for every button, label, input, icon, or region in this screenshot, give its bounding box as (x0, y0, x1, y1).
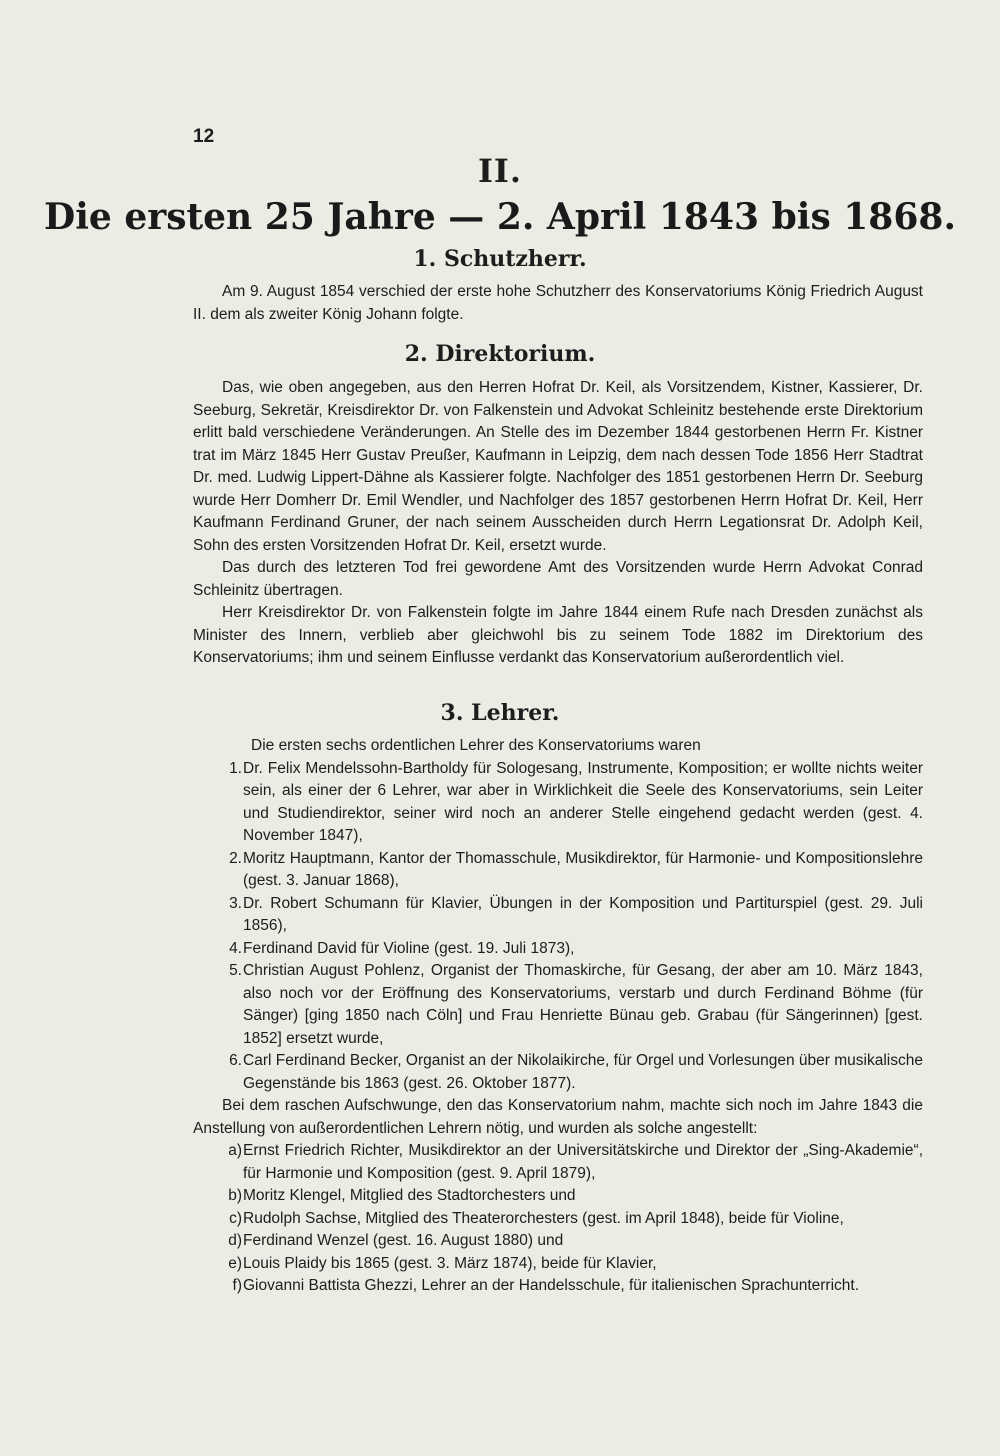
list-item (193, 893, 923, 938)
section-body-direktorium (193, 377, 923, 670)
list-item (193, 1050, 923, 1095)
list-item-text: Ferdinand Wenzel (gest. 16. August 1880) und (243, 1232, 564, 1249)
list-item (193, 848, 923, 893)
section-title-lehrer: 3. Lehrer. (440, 700, 560, 726)
list-item-text: Carl Ferdinand Becker, Organist an der Nikolaikirche, für Orgel und Vorlesungen über musikalische Gegenstände bis 1863 (gest. 26. Oktober 1877). (243, 1052, 923, 1092)
list-item-text: Louis Plaidy bis 1865 (gest. 3. März 1874), beide für Klavier, (243, 1254, 657, 1272)
list-item (193, 1275, 923, 1298)
paragraph: Das, wie oben angegeben, aus den Herren Hofrat Dr. Keil, als Vorsitzendem, Kistner, Kassierer, Dr. Seeburg, Sekretär, Kreisdirektor Dr. von Falkenstein und Advokat Schleinitz bestehende erste Direktorium erlitt bald verschiedene Veränderungen. An Stelle des im Dezember 1844 gestorbenen Herrn Fr. Kistner trat im März 1845 Herr Gustav Preußer, Kaufmann in Leipzig, dem nach dessen Tode 1856 Herr Stadtrat Dr. med. Ludwig Lippert-Dähne als Kassierer folgte. Nachfolger des 1851 gestorbenen Herrn Dr. Seeburg wurde Herr Domherr Dr. Emil Wendler, und Nachfolger des 1857 gestorbenen Herrn Hofrat Dr. Keil, Herr Kaufmann Ferdinand Gruner, der nach seinem Ausscheiden durch Herrn Legationsrat Dr. Adolph Keil, Sohn des ersten Vorsitzenden Hofrat Dr. Keil, ersetzt wurde. (193, 379, 923, 554)
list-item-number: 4. (229, 939, 242, 957)
paragraph: Das durch des letzteren Tod frei gewordene Amt des Vorsitzenden wurde Herrn Advokat Conrad Schleinitz übertragen. (193, 559, 923, 599)
list-item (193, 1140, 923, 1185)
extra-teacher-list (193, 1140, 923, 1298)
chapter-title: Die ersten 25 Jahre — 2. April 1843 bis 1868. (44, 196, 956, 238)
section-body-schutzherr (193, 281, 923, 326)
list-item-letter: a) (228, 1142, 242, 1159)
list-item-text: Giovanni Battista Ghezzi, Lehrer an der Handelsschule, für italienischen Sprachunterricht. (243, 1277, 860, 1294)
list-item-letter: d) (228, 1232, 242, 1249)
list-item-text: Ferdinand David für Violine (gest. 19. Juli 1873), (243, 939, 575, 957)
list-item-text: Christian August Pohlenz, Organist der Thomaskirche, für Gesang, der aber am 10. März 1843, also noch vor der Eröffnung des Konservatoriums, verstarb und durch Ferdinand Böhme (für Sänger) [ging 1850 nach Cöln] und Frau Henriette Bünau geb. Grabau (für Sängerinnen) [gest. 1852] ersetzt wurde, (243, 962, 923, 1047)
paragraph: Am 9. August 1854 verschied der erste hohe Schutzherr des Konservatoriums König Friedrich August II. dem als zweiter König Johann folgte. (193, 283, 923, 323)
list-item-number: 6. (229, 1052, 242, 1069)
list-item-text: Rudolph Sachse, Mitglied des Theaterorchesters (gest. im April 1848), beide für Violine, (243, 1209, 844, 1227)
list-item-letter: f) (232, 1277, 242, 1294)
list-item-text: Dr. Robert Schumann für Klavier, Übungen in der Komposition und Partiturspiel (gest. 29. Juli 1856), (243, 894, 923, 934)
page-number: 12 (193, 126, 215, 147)
list-item-number: 5. (229, 962, 242, 979)
list-item-text: Dr. Felix Mendelssohn-Bartholdy für Sologesang, Instrumente, Komposition; er wollte nichts weiter sein, als einer der 6 Lehrer, war aber in Wirklichkeit die Seele des Konservatoriums, sein Leiter und Studiendirektor, seiner wird noch an anderer Stelle eingehend gedacht werden (gest. 4. November 1847), (243, 759, 923, 844)
list-item (193, 758, 923, 848)
list-item-letter: c) (229, 1209, 242, 1227)
section-body-lehrer (193, 735, 923, 1298)
list-item-text: Moritz Hauptmann, Kantor der Thomasschule, Musikdirektor, für Harmonie- und Kompositionslehre (gest. 3. Januar 1868), (243, 849, 923, 889)
list-item-number: 3. (229, 894, 242, 912)
list-item (193, 960, 923, 1050)
list-item (193, 1208, 923, 1231)
list-item-number: 2. (229, 849, 242, 867)
list-item-text: Ernst Friedrich Richter, Musikdirektor an der Universitätskirche und Direktor der „Sing-Akademie“, für Harmonie und Komposition (gest. 9. April 1879), (243, 1142, 923, 1182)
chapter-numeral: II. (477, 152, 523, 190)
paragraph: Herr Kreisdirektor Dr. von Falkenstein folgte im Jahre 1844 einem Rufe nach Dresden zunächst als Minister des Innern, verblieb aber gleichwohl bis zu seinem Tode 1882 im Direktorium des Konservatoriums; ihm und seinem Einflusse verdankt das Konservatorium außerordentlich viel. (193, 604, 923, 666)
list-item (193, 938, 923, 961)
paragraph: Bei dem raschen Aufschwunge, den das Konservatorium nahm, machte sich noch im Jahre 1843 die Anstellung von außerordentlichen Lehrern nötig, und wurden als solche angestellt: (193, 1097, 923, 1137)
list-item-text: Moritz Klengel, Mitglied des Stadtorchesters und (243, 1187, 576, 1204)
list-item-letter: b) (228, 1187, 242, 1204)
list-item-number: 1. (229, 759, 242, 777)
list-intro: Die ersten sechs ordentlichen Lehrer des Konservatoriums waren (251, 737, 701, 754)
teacher-list (193, 758, 923, 1096)
section-title-schutzherr: 1. Schutzherr. (413, 246, 587, 272)
list-item-letter: e) (228, 1254, 242, 1272)
list-item (193, 1253, 923, 1276)
section-title-direktorium: 2. Direktorium. (404, 341, 596, 367)
list-item (193, 1230, 923, 1253)
list-item (193, 1185, 923, 1208)
